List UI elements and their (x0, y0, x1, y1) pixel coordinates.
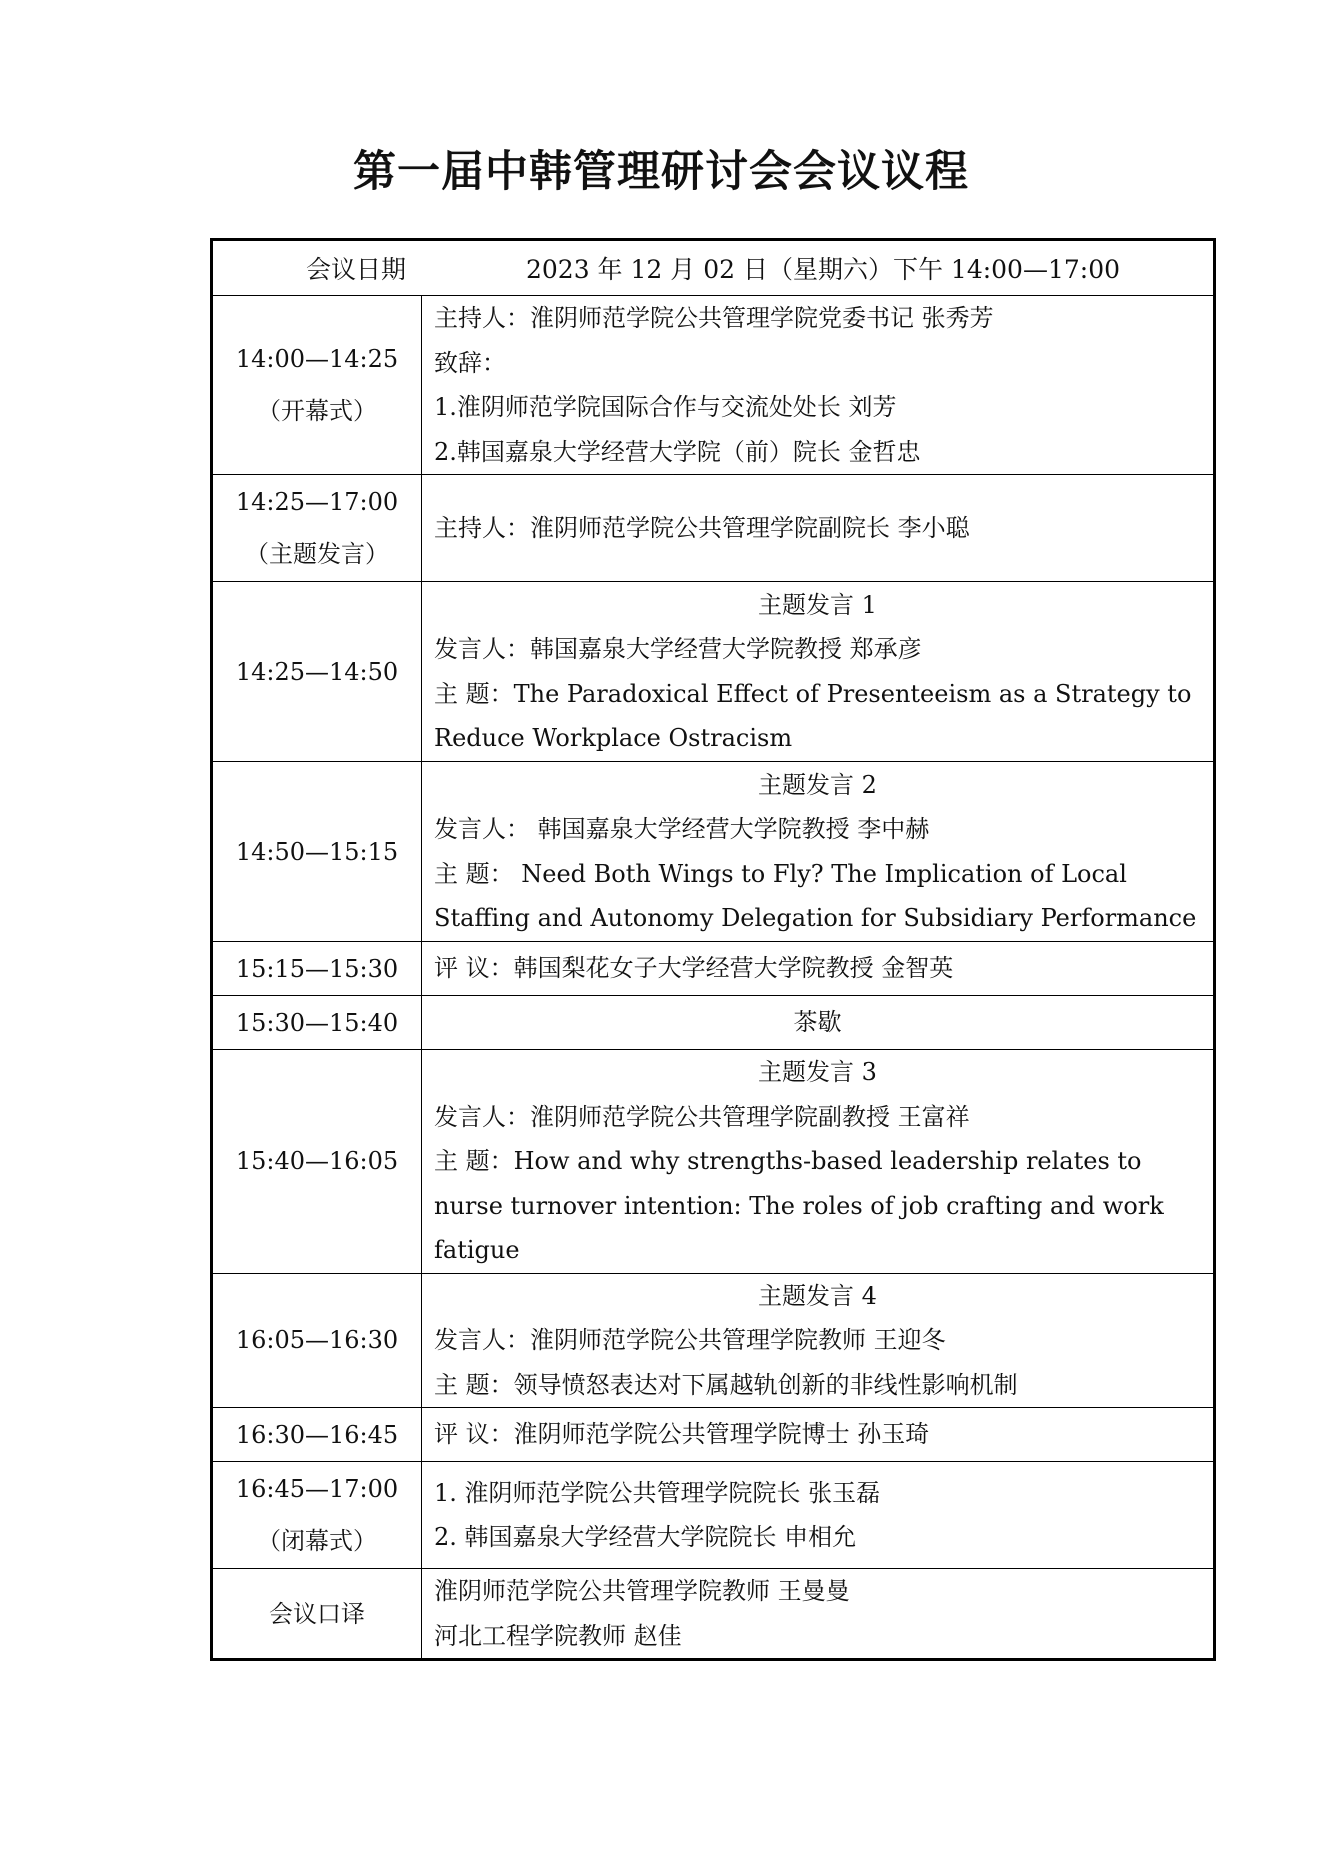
content-cell (422, 582, 1215, 762)
content-cell (422, 296, 1215, 475)
review-line: 评 议：淮阴师范学院公共管理学院博士 孙玉琦 (434, 1420, 930, 1449)
time-cell (212, 475, 422, 582)
time-cell (212, 1273, 422, 1408)
agenda-row-keynote-3 (212, 1050, 1215, 1274)
speech-item-1: 1.淮阴师范学院国际合作与交流处处长 刘芳 (434, 393, 897, 421)
speaker-line: 发言人：淮阴师范学院公共管理学院教师 王迎冬 (434, 1326, 946, 1354)
time-cell (212, 762, 422, 942)
time-range: 16:45—17:00 (235, 1475, 399, 1503)
time-cell (212, 1569, 422, 1660)
date-row (212, 240, 1215, 296)
time-range: 14:25—17:00 (235, 488, 399, 516)
keynote-heading: 主题发言 4 (758, 1281, 877, 1310)
content-cell (422, 1050, 1215, 1274)
time-range: 16:05—16:30 (235, 1326, 399, 1355)
time-cell (212, 1462, 422, 1569)
topic-line: 主 题：领导愤怒表达对下属越轨创新的非线性影响机制 (434, 1370, 1018, 1399)
time-range: 15:40—16:05 (235, 1147, 399, 1176)
time-range: 15:15—15:30 (235, 954, 399, 983)
host-line: 主持人：淮阴师范学院公共管理学院副院长 李小聪 (434, 513, 970, 542)
content-cell (422, 1569, 1215, 1660)
date-cell (212, 240, 1215, 296)
interpreter-2: 河北工程学院教师 赵佳 (434, 1621, 682, 1650)
content-cell (422, 475, 1215, 582)
agenda-row-review-1 (212, 942, 1215, 996)
content-cell (422, 1462, 1215, 1569)
agenda-row-opening (212, 296, 1215, 475)
topic-line: 主 题： Need Both Wings to Fly? The Implication of Local Staffing and Autonomy Delegation for Subsidiary Performance (434, 859, 1197, 932)
agenda-row-keynote-4 (212, 1273, 1215, 1408)
agenda-table (210, 238, 1216, 1661)
closing-item-1: 1. 淮阴师范学院公共管理学院院长 张玉磊 (434, 1478, 881, 1507)
tea-break-text: 茶歇 (793, 1008, 842, 1037)
keynote-heading: 主题发言 3 (758, 1058, 877, 1086)
agenda-row-closing (212, 1462, 1215, 1569)
interpreter-1: 淮阴师范学院公共管理学院教师 王曼曼 (434, 1577, 850, 1605)
interpreter-label: 会议口译 (269, 1599, 365, 1628)
time-range: 14:50—15:15 (235, 837, 399, 866)
date-label: 会议日期 (305, 255, 406, 284)
agenda-row-tea-break (212, 996, 1215, 1050)
agenda-row-interpreters (212, 1569, 1215, 1660)
content-cell (422, 1408, 1215, 1462)
agenda-row-keynote-2 (212, 762, 1215, 942)
time-range: 14:25—14:50 (235, 657, 399, 686)
time-cell (212, 296, 422, 475)
topic-line: 主 题：How and why strengths-based leadership relates to nurse turnover intention: The roles of job crafting and work fatigue (434, 1147, 1164, 1264)
topic-line: 主 题：The Paradoxical Effect of Presenteeism as a Strategy to Reduce Workplace Ostracism (434, 679, 1192, 752)
time-cell (212, 1408, 422, 1462)
keynote-heading: 主题发言 1 (758, 590, 877, 619)
time-range: 14:00—14:25 (235, 345, 399, 373)
content-cell (422, 942, 1215, 996)
time-note: （开幕式） (257, 397, 377, 425)
agenda-row-keynote-1 (212, 582, 1215, 762)
time-cell (212, 582, 422, 762)
closing-item-2: 2. 韩国嘉泉大学经营大学院院长 申相允 (434, 1523, 857, 1551)
host-line: 主持人：淮阴师范学院公共管理学院党委书记 张秀芳 (434, 304, 994, 332)
time-note: （主题发言） (245, 540, 389, 568)
agenda-row-keynote-host (212, 475, 1215, 582)
speech-label: 致辞： (434, 348, 506, 377)
agenda-row-review-2 (212, 1408, 1215, 1462)
time-cell (212, 1050, 422, 1274)
content-cell (422, 1273, 1215, 1408)
keynote-heading: 主题发言 2 (758, 770, 877, 799)
speaker-line: 发言人：淮阴师范学院公共管理学院副教授 王富祥 (434, 1102, 970, 1131)
date-value: 2023 年 12 月 02 日（星期六）下午 14:00—17:00 (525, 255, 1121, 284)
time-note: （闭幕式） (257, 1527, 377, 1555)
content-cell (422, 996, 1215, 1050)
speech-item-2: 2.韩国嘉泉大学经营大学院（前）院长 金哲忠 (434, 437, 921, 466)
speaker-line: 发言人： 韩国嘉泉大学经营大学院教授 李中赫 (434, 815, 930, 843)
time-range: 15:30—15:40 (235, 1008, 399, 1037)
speaker-line: 发言人：韩国嘉泉大学经营大学院教授 郑承彦 (434, 635, 922, 663)
page-title: 第一届中韩管理研讨会会议议程 (353, 147, 969, 197)
time-range: 16:30—16:45 (235, 1420, 399, 1449)
content-cell (422, 762, 1215, 942)
time-cell (212, 942, 422, 996)
review-line: 评 议：韩国梨花女子大学经营大学院教授 金智英 (434, 954, 954, 983)
time-cell (212, 996, 422, 1050)
